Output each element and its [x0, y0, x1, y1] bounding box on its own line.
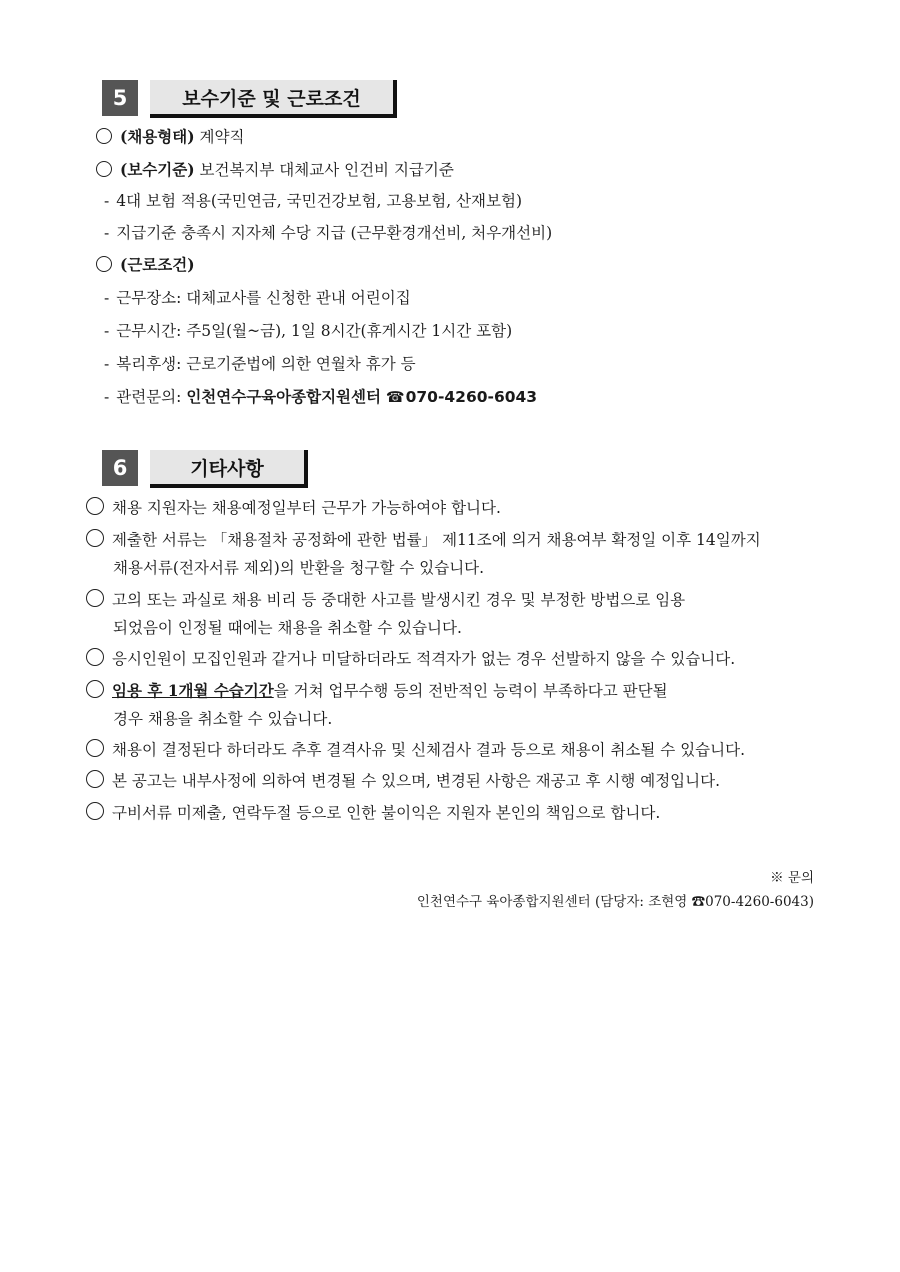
notice-item	[86, 680, 668, 702]
dash-bullet: -	[104, 322, 110, 340]
phone-icon: ☎	[385, 388, 405, 406]
notice-text: 고의 또는 과실로 채용 비리 등 중대한 사고를 발생시킨 경우 및 부정한 방법으로 임용	[112, 591, 686, 609]
pay-item	[104, 190, 522, 212]
work-conditions-label: (근로조건)	[120, 255, 195, 274]
contact-line: 인천연수구 육아종합지원센터 (담당자: 조현영 ☎070-4260-6043)	[416, 894, 814, 910]
employment-type-value: 계약직	[199, 128, 245, 146]
work-item-text: 근무시간: 주5일(월~금), 1일 8시간(휴게시간 1시간 포함)	[116, 322, 513, 340]
section-6-header	[102, 450, 322, 490]
contact-heading: ※ 문의	[770, 870, 814, 886]
inquiry-phone: 070-4260-6043	[405, 388, 538, 406]
circle-bullet-icon	[86, 739, 104, 757]
pay-standard-value: 보건복지부 대체교사 인건비 지급기준	[199, 161, 454, 179]
section-title: 기타사항	[150, 450, 308, 488]
circle-bullet-icon	[96, 256, 112, 272]
inquiry-line	[104, 386, 537, 408]
section-number: 5	[102, 80, 138, 116]
probation-emphasis: 임용 후 1개월 수습기간	[112, 681, 274, 700]
notice-item	[86, 529, 761, 551]
notice-text: 제출한 서류는 「채용절차 공정화에 관한 법률」 제11조에 의거 채용여부 확정일 이후 14일까지	[112, 531, 761, 549]
work-item	[104, 320, 512, 342]
notice-continuation: 되었음이 인정될 때에는 채용을 취소할 수 있습니다.	[113, 619, 462, 637]
pay-item	[104, 222, 552, 244]
dash-bullet: -	[104, 355, 110, 373]
work-item	[104, 353, 416, 375]
section-number: 6	[102, 450, 138, 486]
circle-bullet-icon	[86, 497, 104, 515]
notice-text: 채용 지원자는 채용예정일부터 근무가 가능하여야 합니다.	[112, 499, 501, 517]
employment-type-label: (채용형태)	[120, 127, 195, 146]
notice-continuation: 채용서류(전자서류 제외)의 반환을 청구할 수 있습니다.	[113, 559, 485, 577]
employment-type-line	[96, 126, 244, 148]
circle-bullet-icon	[86, 680, 104, 698]
circle-bullet-icon	[86, 529, 104, 547]
notice-text: 본 공고는 내부사정에 의하여 변경될 수 있으며, 변경된 사항은 재공고 후 시행 예정입니다.	[112, 772, 721, 790]
circle-bullet-icon	[96, 161, 112, 177]
dash-bullet: -	[104, 388, 110, 406]
notice-text: 채용이 결정된다 하더라도 추후 결격사유 및 신체검사 결과 등으로 채용이 취소될 수 있습니다.	[112, 741, 746, 759]
section-title: 보수기준 및 근로조건	[150, 80, 397, 118]
notice-item	[86, 497, 501, 519]
notice-item	[86, 648, 735, 670]
notice-text: 응시인원이 모집인원과 같거나 미달하더라도 적격자가 없는 경우 선발하지 않을 수 있습니다.	[112, 650, 736, 668]
notice-text: 을 거쳐 업무수행 등의 전반적인 능력이 부족하다고 판단될	[273, 682, 668, 700]
notice-item	[86, 739, 745, 761]
pay-standard-label: (보수기준)	[120, 160, 195, 179]
circle-bullet-icon	[86, 802, 104, 820]
pay-item-text: 지급기준 충족시 지자체 수당 지급 (근무환경개선비, 처우개선비)	[116, 224, 553, 242]
dash-bullet: -	[104, 224, 110, 242]
pay-standard-line	[96, 159, 454, 181]
circle-bullet-icon	[96, 128, 112, 144]
circle-bullet-icon	[86, 770, 104, 788]
inquiry-label: 관련문의:	[116, 388, 182, 406]
notice-continuation: 경우 채용을 취소할 수 있습니다.	[113, 710, 333, 728]
notice-text: 구비서류 미제출, 연락두절 등으로 인한 불이익은 지원자 본인의 책임으로 합니다.	[112, 804, 661, 822]
circle-bullet-icon	[86, 589, 104, 607]
work-item-text: 복리후생: 근로기준법에 의한 연월차 휴가 등	[116, 355, 416, 373]
work-item	[104, 287, 411, 309]
dash-bullet: -	[104, 192, 110, 210]
notice-item	[86, 802, 660, 824]
notice-item	[86, 589, 685, 611]
notice-item	[86, 770, 720, 792]
dash-bullet: -	[104, 289, 110, 307]
pay-item-text: 4대 보험 적용(국민연금, 국민건강보험, 고용보험, 산재보험)	[116, 192, 523, 210]
circle-bullet-icon	[86, 648, 104, 666]
section-5-header	[102, 80, 402, 120]
work-conditions-line	[96, 254, 195, 276]
work-item-text: 근무장소: 대체교사를 신청한 관내 어린이집	[116, 289, 411, 307]
inquiry-organization: 인천연수구육아종합지원센터	[186, 388, 381, 406]
